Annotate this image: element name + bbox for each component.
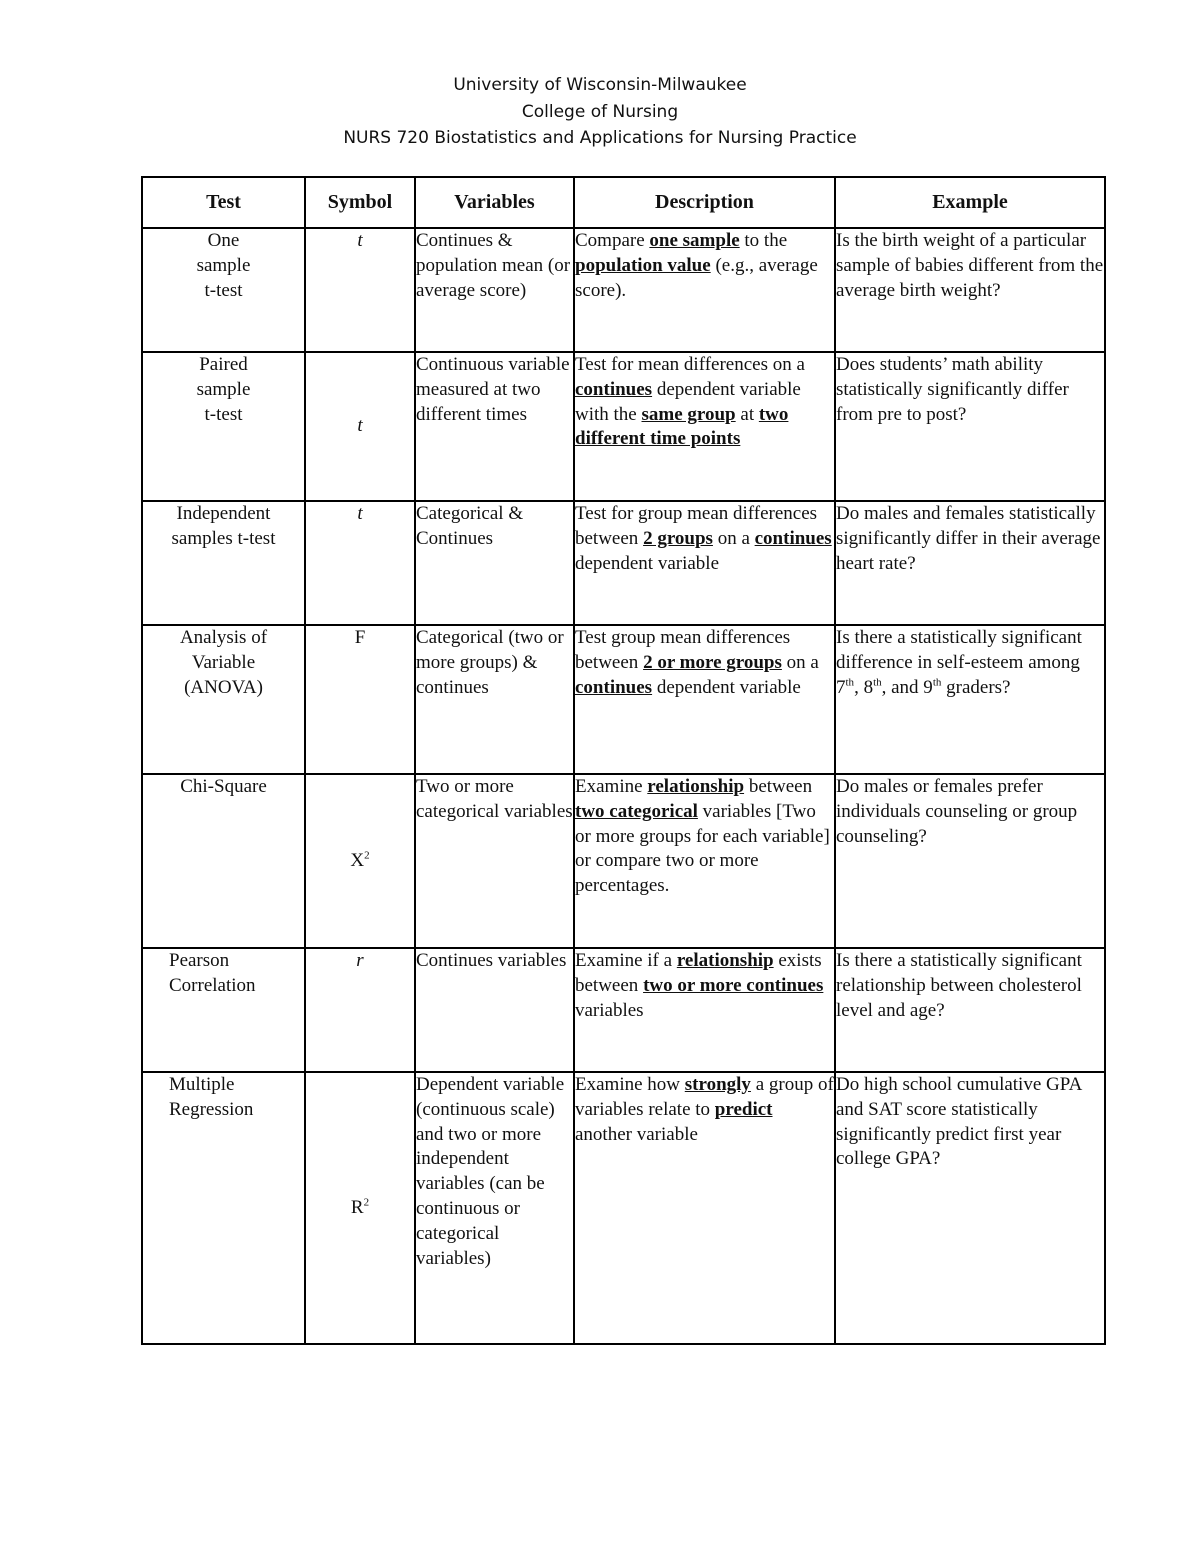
test-name-line: sample — [196, 378, 251, 400]
example-cell: Does students’ math ability statistically significantly differ from pre to post? — [835, 352, 1105, 501]
description-text: another variable — [575, 1123, 698, 1145]
description-cell — [574, 228, 835, 352]
example-cell — [835, 625, 1105, 774]
test-name-line: Paired — [199, 354, 248, 375]
description-cell — [574, 774, 835, 948]
symbol-cell — [305, 1072, 415, 1344]
description-emphasis: relationship — [676, 950, 774, 971]
description-emphasis: same group — [641, 403, 736, 425]
column-header-test: Test — [142, 177, 305, 228]
example-text: graders? — [941, 676, 1011, 698]
table-row-paired-sample-t-test — [142, 352, 1105, 501]
symbol-text: F — [354, 627, 366, 648]
example-cell: Do males or females prefer individuals counseling or group counseling? — [835, 774, 1105, 948]
test-name-line: (ANOVA) — [184, 676, 263, 698]
description-text: on a — [781, 651, 819, 673]
test-name-line: Variable — [191, 651, 256, 673]
example-cell: Is there a statistically significant relationship between cholesterol level and age? — [835, 948, 1105, 1072]
description-emphasis: 2 groups — [643, 527, 713, 549]
table-header-row — [142, 177, 1105, 228]
symbol-text: R — [350, 1196, 364, 1218]
description-emphasis: continues — [575, 378, 653, 400]
description-text: dependent variable with the — [575, 378, 801, 425]
description-emphasis: two different time points — [575, 403, 789, 450]
description-emphasis: strongly — [684, 1074, 751, 1095]
description-text: between — [744, 776, 813, 797]
example-cell: Do high school cumulative GPA and SAT score statistically significantly predict first year college GPA? — [835, 1072, 1105, 1344]
description-text: Test group mean differences between — [575, 627, 791, 673]
test-name-line: Regression — [169, 1098, 254, 1120]
description-emphasis: two or more continues — [643, 974, 824, 996]
table-row-anova — [142, 625, 1105, 774]
variables-cell: Continuous variable measured at two different times — [415, 352, 574, 501]
description-text: exists between — [575, 950, 822, 996]
test-name-line: One — [207, 230, 240, 251]
test-name-cell — [142, 948, 305, 1072]
variables-cell: Categorical & Continues — [415, 501, 574, 625]
example-text: , 8 — [854, 676, 874, 698]
example-text: , and 9 — [881, 676, 933, 698]
variables-cell: Two or more categorical variables — [415, 774, 574, 948]
variables-cell: Dependent variable (continuous scale) and two or more independent variables (can be continuous or categorical variables) — [415, 1072, 574, 1344]
description-text: Test for group mean differences between — [575, 503, 818, 549]
description-emphasis: one sample — [649, 230, 740, 251]
symbol-superscript: 2 — [363, 1196, 370, 1209]
description-text: Examine if a — [575, 950, 677, 971]
column-header-symbol: Symbol — [305, 177, 415, 228]
description-emphasis: relationship — [647, 776, 745, 797]
description-emphasis: population value — [575, 254, 711, 276]
description-text: to the — [739, 230, 788, 251]
description-text: (e.g., average score). — [575, 254, 818, 301]
symbol-text: r — [356, 950, 364, 971]
ordinal-suffix: th — [932, 676, 942, 689]
description-text: variables — [575, 999, 644, 1021]
test-name-cell — [142, 1072, 305, 1344]
test-name-cell — [142, 228, 305, 352]
table-row-multiple-regression — [142, 1072, 1105, 1344]
description-cell — [574, 352, 835, 501]
test-name-line: t-test — [204, 403, 243, 425]
example-cell: Do males and females statistically significantly differ in their average heart rate? — [835, 501, 1105, 625]
description-cell — [574, 1072, 835, 1344]
test-name-line: Pearson — [169, 950, 230, 971]
symbol-cell — [305, 948, 415, 1072]
test-name-cell — [142, 774, 305, 948]
description-emphasis: predict — [714, 1098, 773, 1120]
description-text: a group of variables relate to — [575, 1074, 834, 1120]
column-header-description: Description — [574, 177, 835, 228]
test-name-line: sample — [196, 254, 251, 276]
description-emphasis: continues — [575, 676, 653, 698]
example-cell: Is the birth weight of a particular sample of babies different from the average birth weight? — [835, 228, 1105, 352]
document-header — [0, 72, 1200, 152]
column-header-example: Example — [835, 177, 1105, 228]
description-text: on a — [712, 527, 755, 549]
test-name-line: t-test — [204, 279, 243, 301]
test-name-line: Analysis of — [179, 627, 268, 648]
ordinal-suffix: th — [845, 676, 855, 689]
symbol-cell — [305, 228, 415, 352]
description-text: Examine — [575, 776, 648, 797]
variables-cell: Continues & population mean (or average score) — [415, 228, 574, 352]
column-header-variables: Variables — [415, 177, 574, 228]
table-row-independent-samples-t-test — [142, 501, 1105, 625]
description-text: variables [Two or more groups for each variable] or compare two or more percentages. — [575, 800, 830, 897]
description-cell — [574, 948, 835, 1072]
symbol-cell — [305, 774, 415, 948]
table-row-one-sample-t-test — [142, 228, 1105, 352]
variables-cell: Categorical (two or more groups) & continues — [415, 625, 574, 774]
table-row-chi-square — [142, 774, 1105, 948]
symbol-text: t — [357, 230, 363, 251]
description-emphasis: two categorical — [575, 800, 698, 822]
test-name-line: Independent — [176, 503, 271, 524]
symbol-cell — [305, 501, 415, 625]
course-title: NURS 720 Biostatistics and Applications for Nursing Practice — [343, 128, 857, 148]
test-name-cell — [142, 501, 305, 625]
description-emphasis: continues — [754, 527, 832, 549]
description-text: Test for mean differences on a — [575, 354, 805, 375]
symbol-superscript: 2 — [364, 849, 370, 862]
test-name-line: Multiple — [169, 1074, 235, 1095]
test-name-cell — [142, 625, 305, 774]
description-text: Examine how — [575, 1074, 685, 1095]
table-row-pearson-correlation — [142, 948, 1105, 1072]
university-name: University of Wisconsin-Milwaukee — [453, 75, 747, 95]
symbol-cell — [305, 625, 415, 774]
symbol-cell — [305, 352, 415, 501]
description-text: dependent variable — [575, 552, 720, 574]
college-name: College of Nursing — [521, 101, 679, 122]
symbol-text: t — [357, 415, 363, 437]
description-cell — [574, 501, 835, 625]
symbol-text: t — [357, 503, 363, 524]
test-name-line: Chi-Square — [180, 776, 267, 797]
description-cell — [574, 625, 835, 774]
test-name-line: samples t-test — [171, 527, 276, 549]
description-emphasis: 2 or more groups — [643, 651, 782, 673]
description-text: dependent variable — [652, 676, 801, 698]
description-text: at — [735, 403, 759, 425]
example-text: Is there a statistically significant difference in self-esteem among 7 — [836, 627, 1082, 698]
statistical-tests-table — [141, 176, 1106, 1345]
test-name-line: Correlation — [169, 974, 256, 996]
symbol-text: X — [350, 849, 365, 871]
test-name-cell — [142, 352, 305, 501]
description-text: Compare — [575, 230, 650, 251]
variables-cell: Continues variables — [415, 948, 574, 1072]
ordinal-suffix: th — [873, 676, 882, 689]
